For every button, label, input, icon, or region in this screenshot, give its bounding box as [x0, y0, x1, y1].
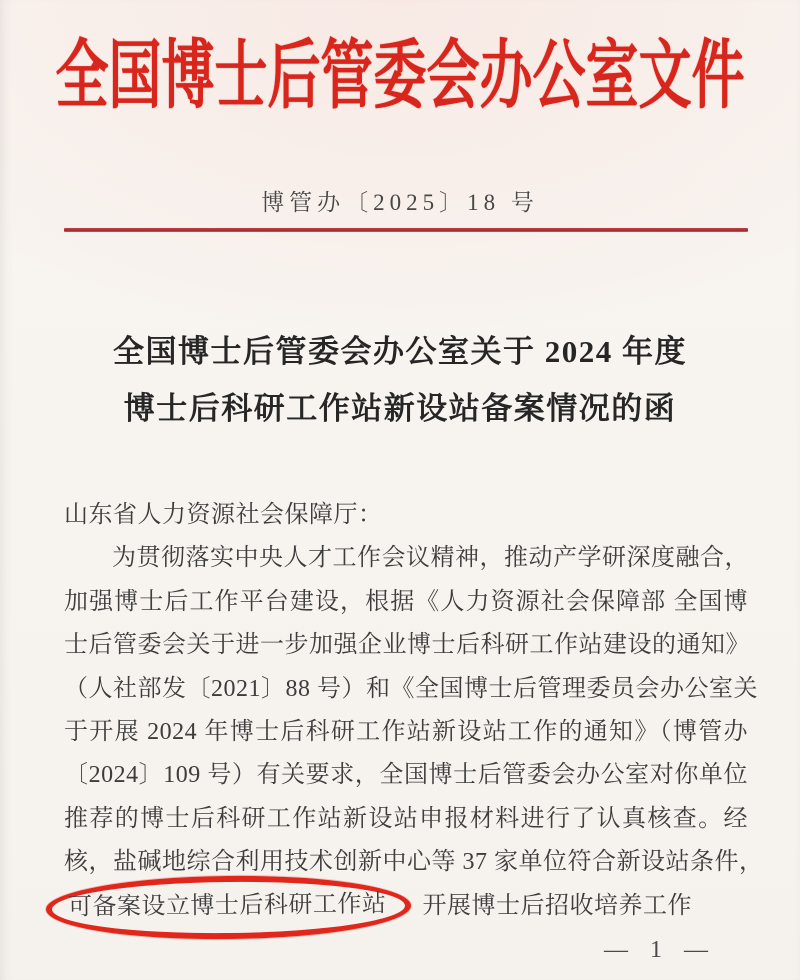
body-line: 核，盐碱地综合利用技术创新中心等 37 家单位符合新设站条件，: [64, 849, 764, 876]
document-title-line1: 全国博士后管委会办公室关于 2024 年度: [113, 334, 687, 369]
body-line: （人社部发〔2021〕88 号）和《全国博士后管理委员会办公室关: [64, 675, 758, 702]
body-line: 加强博士后工作平台建设，根据《人力资源社会保障部 全国博: [64, 588, 748, 615]
after-highlight-text: 开展博士后招收培养工作: [422, 892, 692, 919]
letterhead-title: 全国博士后管委会办公室文件: [55, 35, 745, 119]
body-line: 于开展 2024 年博士后科研工作站新设站工作的通知》（博管办: [64, 719, 748, 746]
salutation: 山东省人力资源社会保障厅：: [64, 502, 383, 528]
document-number: 博管办〔2025〕18 号: [261, 190, 539, 215]
circled-highlight-text: 可备案设立博士后科研工作站: [67, 890, 387, 921]
document-title-line2: 博士后科研工作站新设站备案情况的函: [123, 391, 677, 426]
body-last-line: [64, 885, 748, 929]
body-line: 推荐的博士后科研工作站新设站申报材料进行了认真核查。经: [64, 805, 748, 832]
page-number: — 1 —: [604, 937, 716, 963]
body-line: 士后管委会关于进一步加强企业博士后科研工作站建设的通知》: [64, 632, 750, 659]
red-separator-line: [64, 228, 748, 232]
body-line: 〔2024〕109 号）有关要求，全国博士后管委会办公室对你单位: [64, 762, 748, 789]
letter-body: [64, 494, 764, 929]
body-line: 为贯彻落实中央人才工作会议精神，推动产学研深度融合，: [112, 545, 749, 572]
document-title: [0, 323, 800, 437]
